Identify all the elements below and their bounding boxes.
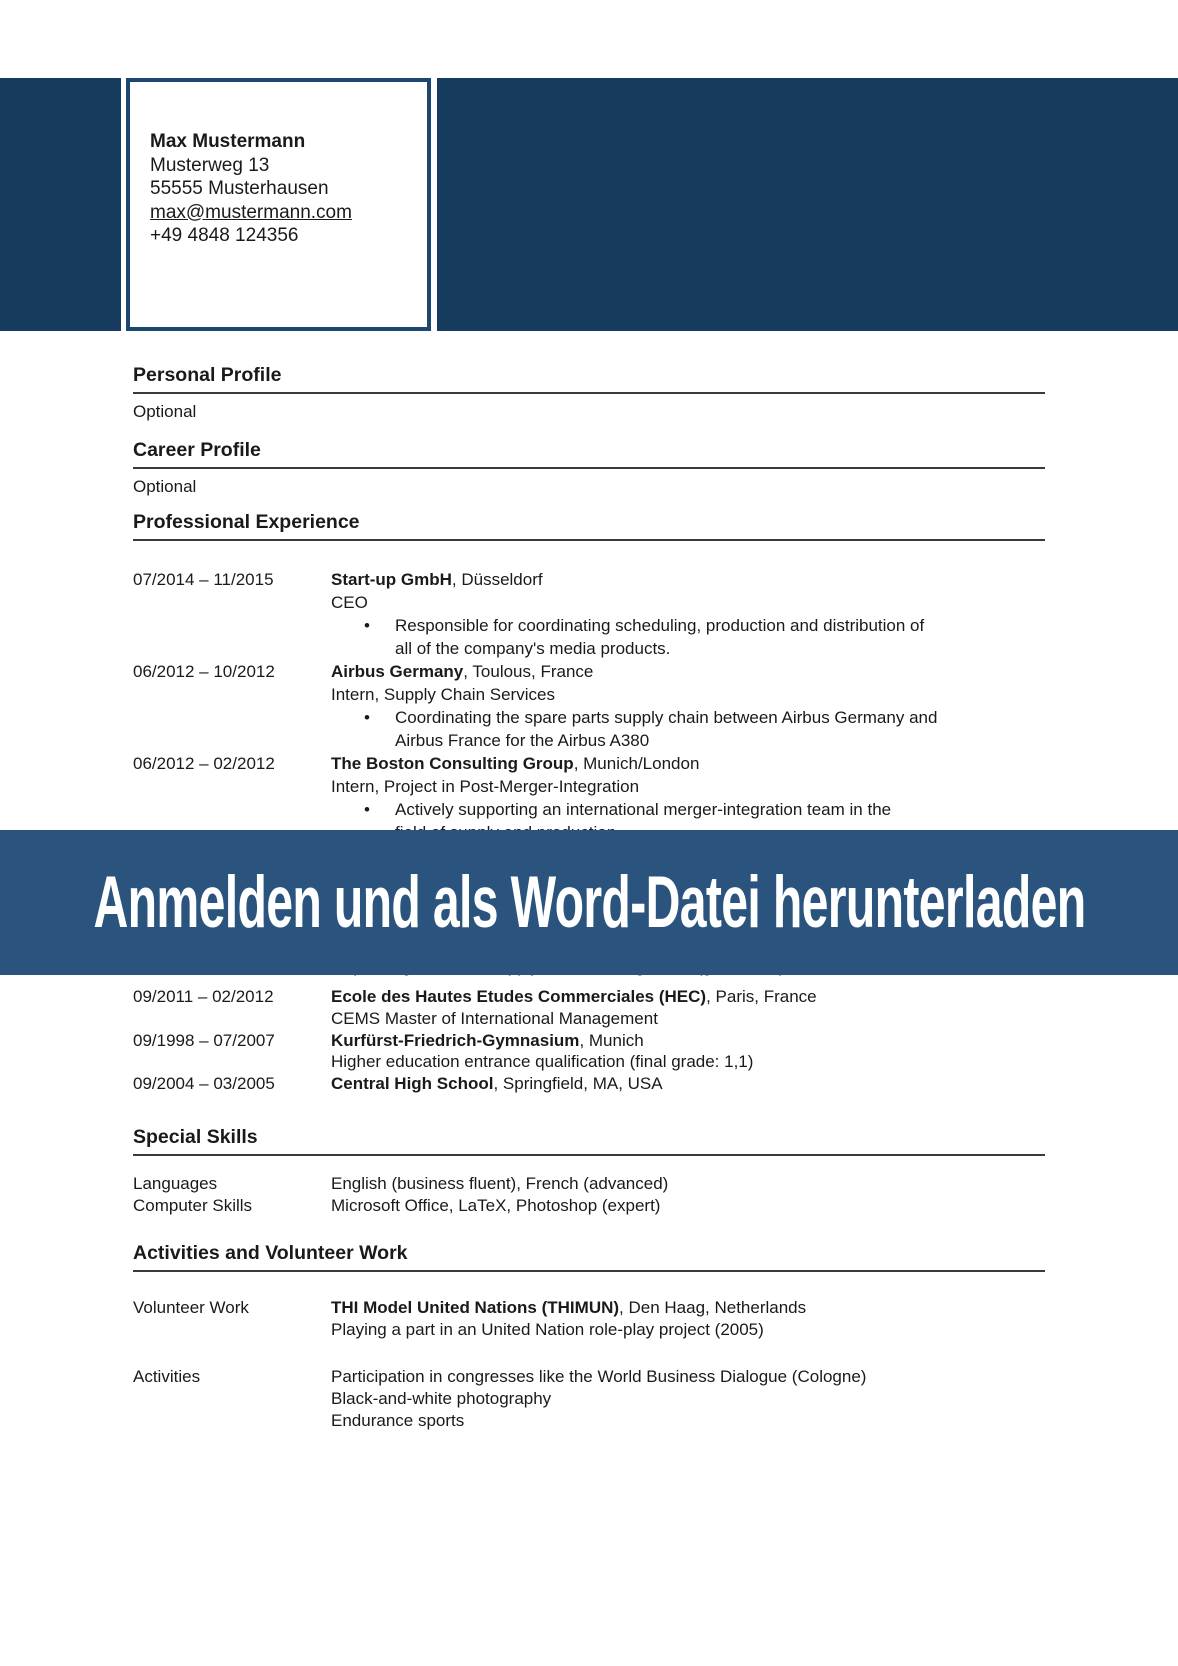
bullet-line: Airbus France for the Airbus A380 — [395, 731, 650, 750]
skill-label: Languages — [133, 1174, 218, 1193]
bullet-line: all of the company's media products. — [395, 639, 671, 658]
bullet-line: • Coordinating the spare parts supply chain between Airbus Germany and — [395, 708, 938, 727]
experience-company: Airbus Germany — [331, 662, 464, 681]
experience-location: , Toulous, France — [463, 662, 594, 681]
skill-row — [133, 1173, 1045, 1195]
volunteer-org-location: , Den Haag, Netherlands — [619, 1298, 807, 1317]
bullet-line: • Responsible for coordinating scheduling, production and distribution of — [395, 616, 925, 635]
education-location: , Munich — [579, 1030, 644, 1050]
section-special-skills — [133, 1126, 1045, 1217]
section-education — [133, 986, 1045, 1095]
header-band-right-block — [437, 78, 1178, 331]
education-school-line — [331, 1030, 1045, 1052]
header-band — [0, 78, 1178, 333]
education-entry — [133, 1030, 1045, 1074]
signup-download-banner[interactable] — [0, 830, 1178, 975]
signup-download-banner-label: Anmelden und als Word-Datei herunterladen — [93, 862, 1086, 943]
volunteer-org: THI Model United Nations (THIMUN) — [331, 1298, 620, 1317]
experience-location: , Munich/London — [573, 754, 700, 773]
experience-company: Start-up GmbH — [331, 570, 452, 589]
experience-dates: 06/2012 – 10/2012 — [133, 662, 275, 681]
education-location: , Springfield, MA, USA — [493, 1074, 663, 1094]
contact-box — [126, 78, 431, 331]
experience-dates: 06/2012 – 02/2012 — [133, 754, 275, 773]
education-school-line — [331, 1073, 1045, 1095]
personal-profile-content: Optional — [133, 402, 197, 421]
education-entry — [133, 986, 1045, 1030]
education-entry — [133, 1073, 1045, 1095]
section-personal-profile — [133, 364, 1045, 422]
skill-value: English (business fluent), French (advanced) — [331, 1174, 669, 1193]
contact-email-link[interactable]: max@mustermann.com — [150, 201, 352, 223]
contact-name: Max Mustermann — [150, 131, 306, 152]
education-dates: 09/1998 – 07/2007 — [133, 1030, 275, 1050]
experience-entry — [133, 660, 1045, 752]
career-profile-heading: Career Profile — [133, 439, 1045, 469]
activities-label: Activities — [133, 1367, 201, 1386]
education-dates: 09/2011 – 02/2012 — [133, 987, 274, 1006]
education-school: Central High School — [331, 1074, 494, 1094]
professional-experience-heading: Professional Experience — [133, 511, 1045, 541]
skill-row — [133, 1195, 1045, 1217]
education-school: Kurfürst-Friedrich-Gymnasium — [331, 1030, 580, 1050]
education-detail: CEMS Master of International Management — [331, 1008, 658, 1028]
education-school: Ecole des Hautes Etudes Commerciales (HEC) — [331, 987, 707, 1006]
activities-volunteer-heading: Activities and Volunteer Work — [133, 1242, 1045, 1272]
experience-entry — [133, 568, 1045, 660]
experience-dates: 07/2014 – 11/2015 — [133, 570, 274, 589]
experience-role: CEO — [331, 593, 368, 612]
section-professional-experience — [133, 511, 1045, 844]
section-career-profile — [133, 439, 1045, 497]
contact-street: Musterweg 13 — [150, 154, 270, 176]
career-profile-content: Optional — [133, 477, 197, 496]
special-skills-heading: Special Skills — [133, 1126, 1045, 1156]
volunteer-org-line — [331, 1297, 1045, 1319]
experience-bullet — [395, 614, 1045, 660]
bullet-line: • Actively supporting an international merger-integration team in the — [395, 800, 892, 819]
experience-company-line — [331, 568, 1045, 591]
activity-line: Participation in congresses like the World Business Dialogue (Cologne) — [331, 1367, 867, 1386]
education-school-line — [331, 986, 1045, 1008]
education-location: , Paris, France — [706, 987, 817, 1006]
activity-line: Black-and-white photography — [331, 1389, 552, 1408]
experience-location: , Düsseldorf — [451, 570, 543, 589]
activities-row — [133, 1366, 1045, 1432]
experience-bullet — [395, 706, 1045, 752]
experience-role: Intern, Supply Chain Services — [331, 685, 555, 704]
volunteer-detail: Playing a part in an United Nation role-play project (2005) — [331, 1320, 764, 1339]
contact-phone: +49 4848 124356 — [150, 225, 299, 246]
contact-city: 55555 Musterhausen — [150, 178, 329, 199]
education-dates: 09/2004 – 03/2005 — [133, 1074, 275, 1094]
skill-value: Microsoft Office, LaTeX, Photoshop (expert) — [331, 1196, 661, 1215]
volunteer-row — [133, 1297, 1045, 1341]
experience-role: Intern, Project in Post-Merger-Integration — [331, 777, 640, 796]
activity-line: Endurance sports — [331, 1411, 465, 1430]
experience-company-line — [331, 660, 1045, 683]
volunteer-label: Volunteer Work — [133, 1298, 249, 1317]
personal-profile-heading: Personal Profile — [133, 364, 1045, 394]
header-band-left-block — [0, 78, 121, 331]
education-detail: Higher education entrance qualification (final grade: 1,1) — [331, 1052, 754, 1072]
skill-label: Computer Skills — [133, 1196, 253, 1215]
experience-company: The Boston Consulting Group — [331, 754, 574, 773]
section-activities-volunteer — [133, 1242, 1045, 1432]
experience-company-line — [331, 752, 1045, 775]
